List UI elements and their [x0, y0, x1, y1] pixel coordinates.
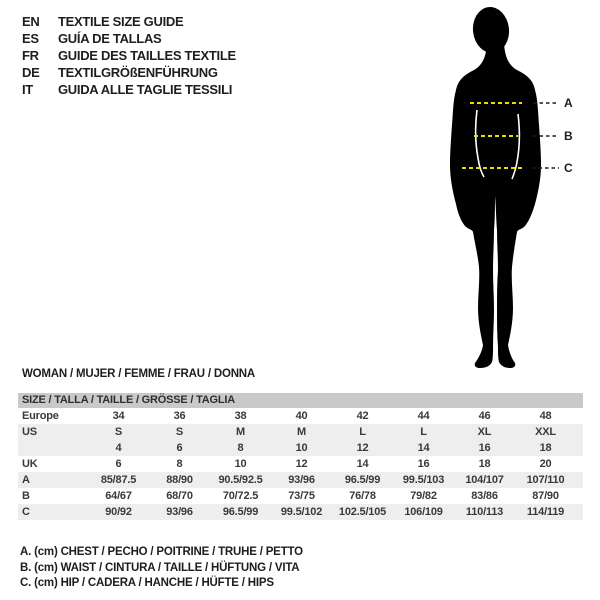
row-label: A — [22, 474, 30, 486]
size-cell: 4 — [115, 442, 122, 454]
lang-label: GUÍA DE TALLAS — [58, 31, 162, 46]
size-cell: 14 — [417, 442, 430, 454]
row-label: US — [22, 426, 37, 438]
legend-item-chest: A. (cm) CHEST / PECHO / POITRINE / TRUHE / PETTO — [20, 546, 303, 558]
size-cell: 18 — [539, 442, 552, 454]
table-row-chest — [18, 472, 583, 488]
size-cell: 93/96 — [166, 506, 193, 518]
lang-code: ES — [22, 31, 39, 46]
lang-row-en — [22, 13, 236, 30]
size-cell: 8 — [237, 442, 244, 454]
size-cell: 64/67 — [105, 490, 132, 502]
size-cell: 93/96 — [288, 474, 315, 486]
legend-item-hip: C. (cm) HIP / CADERA / HANCHE / HÜFTE / HIPS — [20, 577, 274, 589]
size-cell: 85/87.5 — [100, 474, 137, 486]
size-cell: 16 — [478, 442, 491, 454]
size-cell: XL — [477, 426, 492, 438]
legend-item-waist: B. (cm) WAIST / CINTURA / TAILLE / HÜFTUNG / VITA — [20, 561, 300, 574]
size-table — [18, 393, 583, 520]
size-cell: 96.5/99 — [222, 506, 259, 518]
size-cell: 34 — [112, 410, 125, 422]
size-cell: 90.5/92.5 — [218, 474, 263, 486]
size-cell: 10 — [295, 442, 308, 454]
size-cell: 6 — [115, 458, 122, 470]
size-cell: L — [359, 426, 366, 438]
lang-code: DE — [22, 65, 40, 80]
size-cell: 14 — [356, 458, 369, 470]
size-cell: 104/107 — [465, 474, 504, 486]
size-cell: 40 — [295, 410, 308, 422]
row-label — [18, 440, 88, 456]
size-cell: M — [297, 426, 306, 438]
row-label: B — [22, 490, 30, 502]
size-cell: S — [114, 426, 123, 438]
table-row-uk — [18, 456, 583, 472]
lang-row-fr — [22, 47, 236, 64]
size-cell: 76/78 — [349, 490, 376, 502]
lang-row-de — [22, 64, 236, 81]
size-cell: 20 — [539, 458, 552, 470]
size-cell: 16 — [417, 458, 430, 470]
size-cell: 46 — [478, 410, 491, 422]
size-cell: M — [236, 426, 245, 438]
size-cell: 96.5/99 — [344, 474, 381, 486]
lang-label: TEXTILGRÖßENFÜHRUNG — [58, 65, 218, 80]
size-cell: 36 — [173, 410, 186, 422]
size-cell: 87/90 — [532, 490, 559, 502]
size-table-header: SIZE / TALLA / TAILLE / GRÖSSE / TAGLIA — [18, 393, 583, 408]
size-cell: 6 — [176, 442, 183, 454]
lang-label: GUIDE DES TAILLES TEXTILE — [58, 48, 236, 63]
lang-code: IT — [22, 82, 33, 97]
size-cell: 10 — [234, 458, 247, 470]
size-cell: 12 — [295, 458, 308, 470]
size-cell: 38 — [234, 410, 247, 422]
row-label: Europe — [22, 410, 59, 422]
size-cell: L — [420, 426, 427, 438]
table-row-us-numeric — [18, 440, 583, 456]
size-cell: 42 — [356, 410, 369, 422]
size-cell: 106/109 — [404, 506, 443, 518]
size-cell: XXL — [535, 426, 556, 438]
measure-label-c: C — [564, 161, 573, 175]
size-cell: 107/110 — [526, 474, 565, 486]
lang-code: EN — [22, 14, 40, 29]
table-row-hip — [18, 504, 583, 520]
size-cell: 110/113 — [465, 506, 504, 518]
size-cell: 73/75 — [288, 490, 315, 502]
row-label: UK — [22, 458, 38, 470]
size-cell: 99.5/102 — [280, 506, 323, 518]
size-cell: 8 — [176, 458, 183, 470]
measurement-legend — [20, 545, 303, 592]
size-cell: 18 — [478, 458, 491, 470]
size-cell: 12 — [356, 442, 369, 454]
size-cell: 48 — [539, 410, 552, 422]
table-title: WOMAN / MUJER / FEMME / FRAU / DONNA — [22, 368, 256, 380]
size-cell: 79/82 — [410, 490, 437, 502]
size-cell: 114/119 — [526, 506, 565, 518]
woman-silhouette-figure — [425, 0, 600, 380]
measure-label-b: B — [564, 129, 573, 143]
lang-row-it — [22, 81, 236, 98]
lang-label: TEXTILE SIZE GUIDE — [58, 14, 184, 29]
size-cell: 44 — [417, 410, 430, 422]
size-cell: 88/90 — [166, 474, 193, 486]
lang-code: FR — [22, 48, 39, 63]
table-row-us-letter — [18, 424, 583, 440]
lang-label: GUIDA ALLE TAGLIE TESSILI — [58, 82, 233, 97]
size-cell: 83/86 — [471, 490, 498, 502]
size-cell: 99.5/103 — [402, 474, 445, 486]
woman-silhouette — [450, 5, 541, 368]
row-label: C — [22, 506, 30, 518]
size-cell: 68/70 — [166, 490, 193, 502]
table-row-europe — [18, 408, 583, 424]
lang-row-es — [22, 30, 236, 47]
table-row-waist — [18, 488, 583, 504]
measure-label-a: A — [564, 96, 573, 110]
size-cell: 90/92 — [105, 506, 132, 518]
language-list — [22, 13, 236, 98]
size-cell: 102.5/105 — [338, 506, 387, 518]
size-cell: 70/72.5 — [222, 490, 259, 502]
size-cell: S — [175, 426, 184, 438]
